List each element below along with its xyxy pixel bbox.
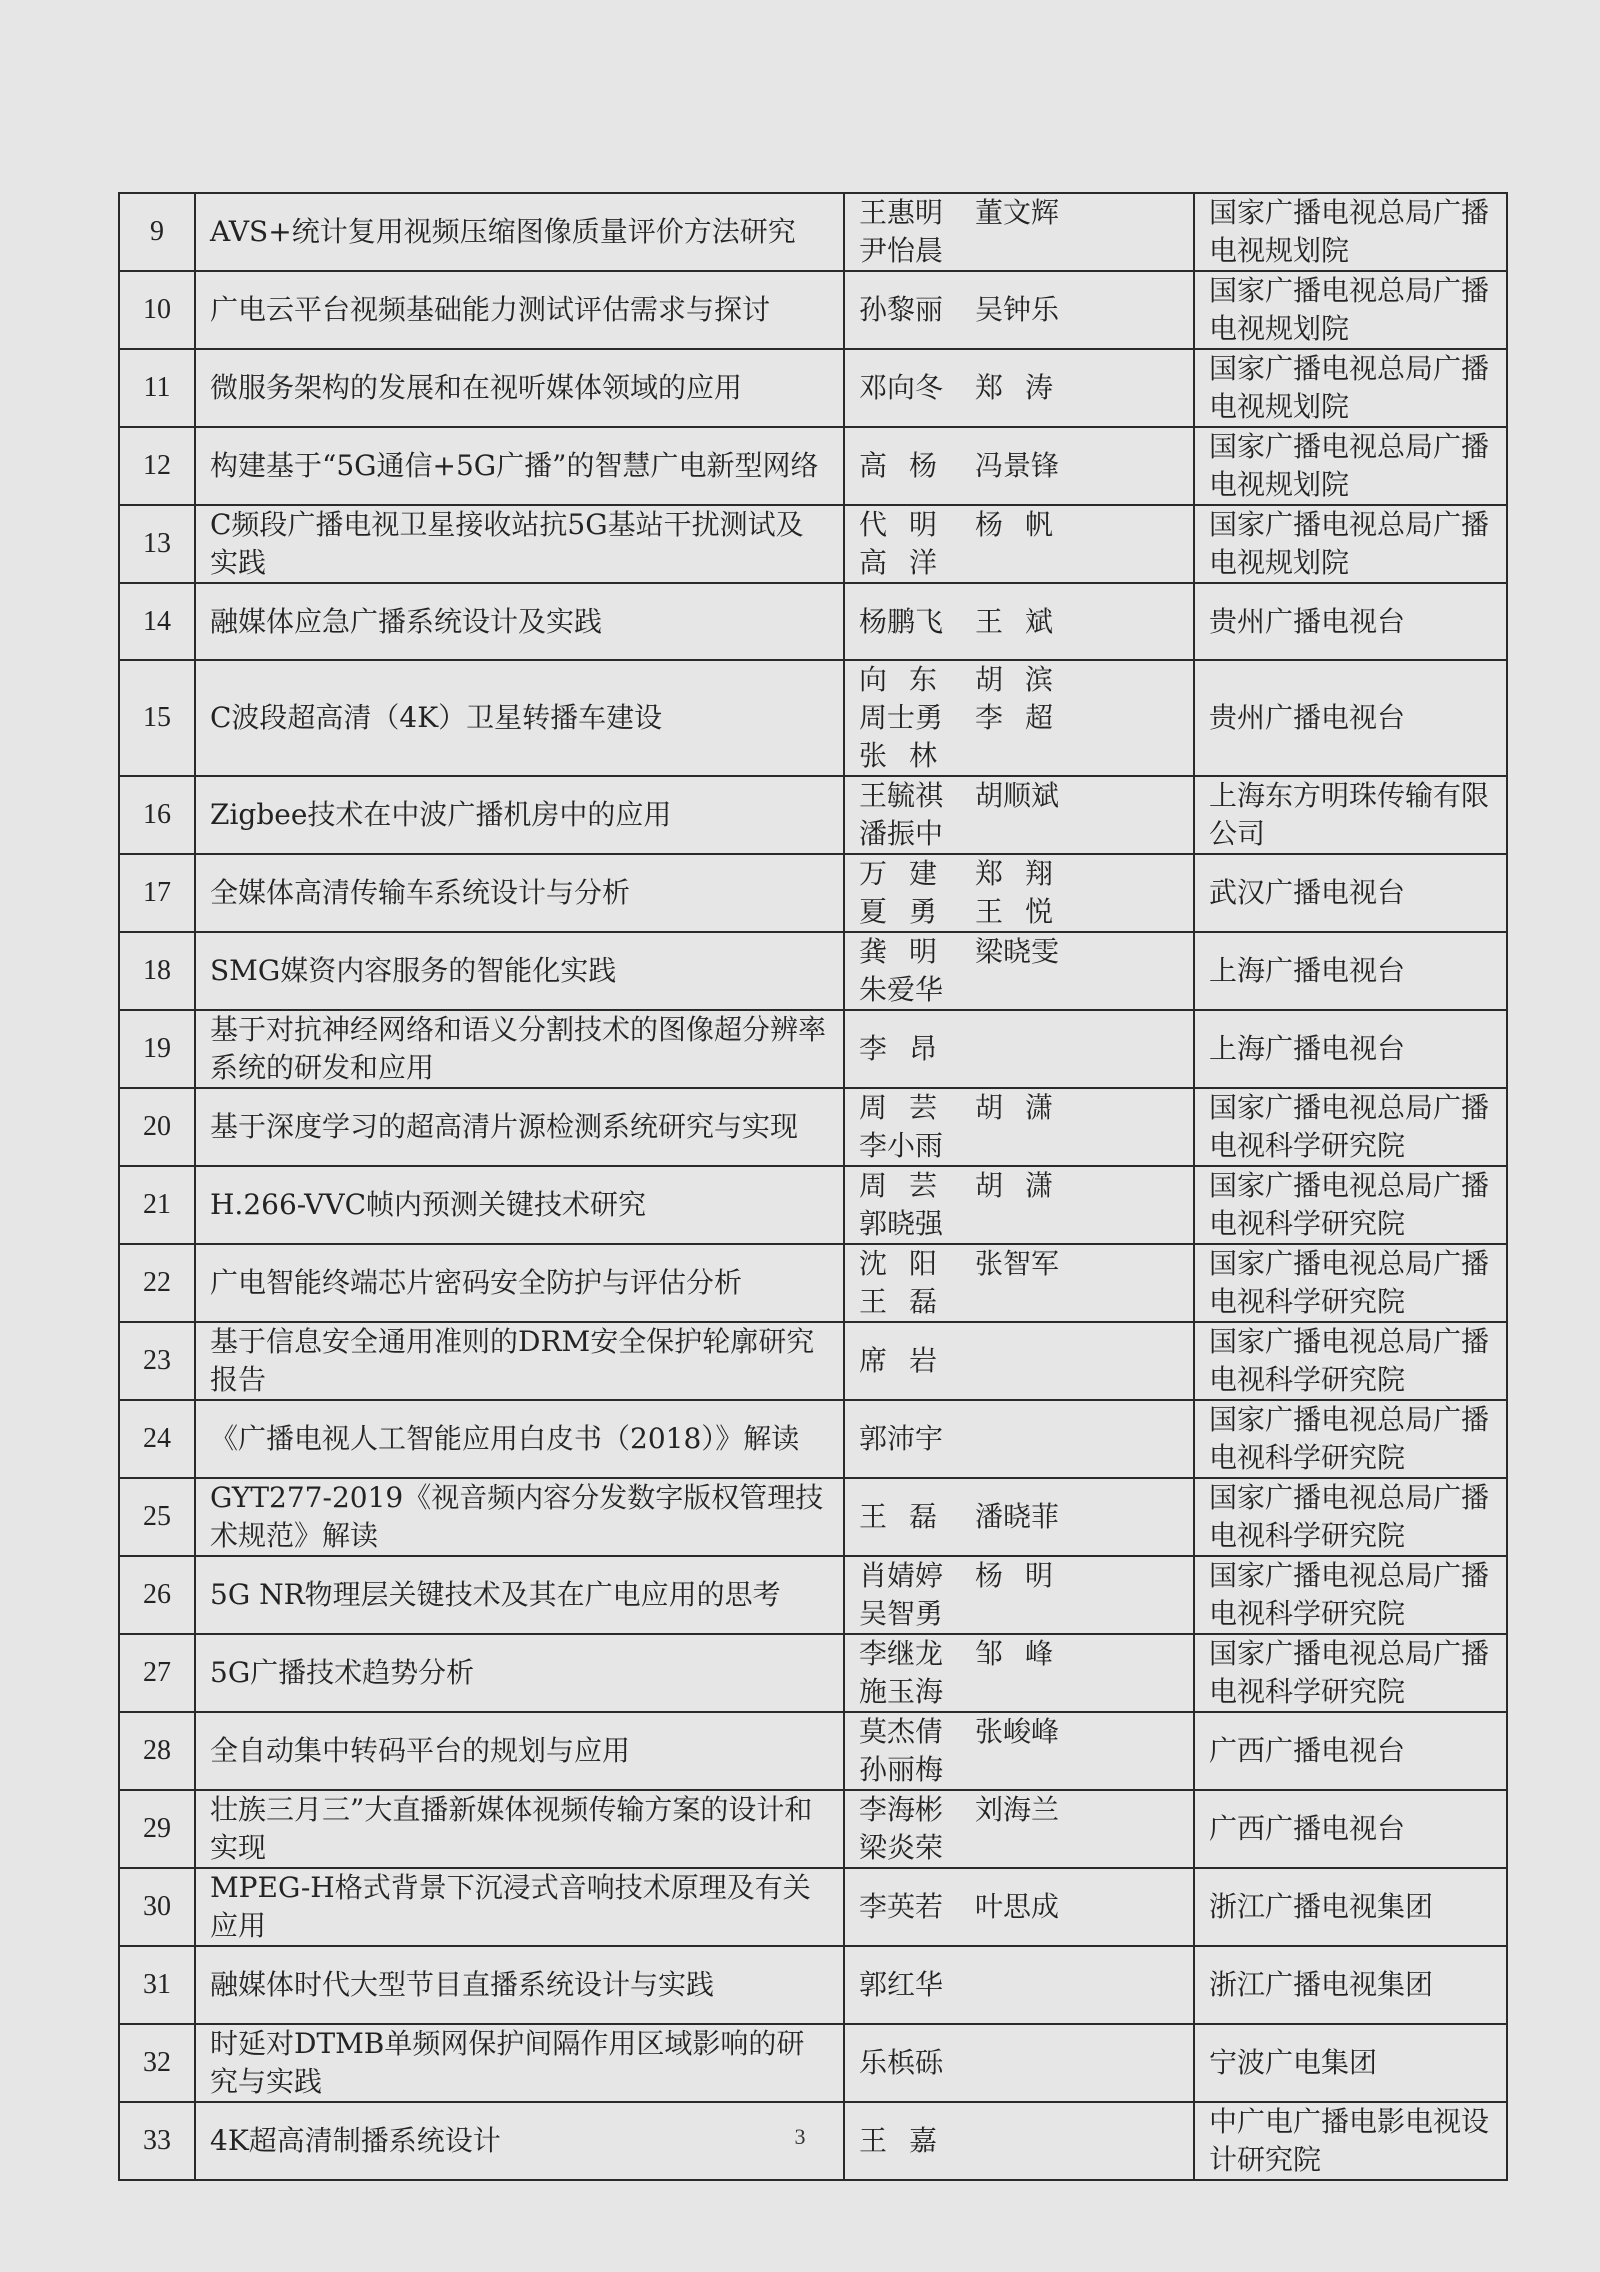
table-row [119, 193, 1507, 271]
paper-authors [844, 583, 1194, 660]
author-name: 郭红华 [859, 1967, 944, 2001]
author-name: 李继龙 [859, 1637, 944, 1671]
author-name: 沈阳 [859, 1247, 960, 1281]
institution: 广西广播电视台 [1194, 1790, 1507, 1868]
author-name: 郭沛宇 [859, 1422, 944, 1456]
paper-authors [844, 1868, 1194, 1946]
institution: 国家广播电视总局广播电视科学研究院 [1194, 1322, 1507, 1400]
table-row [119, 854, 1507, 932]
row-number: 12 [119, 427, 195, 505]
institution: 国家广播电视总局广播电视科学研究院 [1194, 1166, 1507, 1244]
paper-title: GYT277-2019《视音频内容分发数字版权管理技术规范》解读 [195, 1478, 844, 1556]
author-name: 潘振中 [859, 817, 944, 851]
author-name: 周士勇 [859, 701, 944, 735]
table-row [119, 776, 1507, 854]
author-name: 胡滨 [975, 663, 1076, 697]
table-row [119, 1634, 1507, 1712]
table-row [119, 2024, 1507, 2102]
paper-title: 广电云平台视频基础能力测试评估需求与探讨 [195, 271, 844, 349]
institution: 国家广播电视总局广播电视科学研究院 [1194, 1478, 1507, 1556]
paper-title: 全自动集中转码平台的规划与应用 [195, 1712, 844, 1790]
row-number: 31 [119, 1946, 195, 2023]
table-row [119, 427, 1507, 505]
table-row [119, 349, 1507, 427]
row-number: 24 [119, 1400, 195, 1478]
author-name: 刘海兰 [975, 1793, 1060, 1827]
author-name: 郑涛 [975, 371, 1076, 404]
author-list [859, 1245, 1179, 1321]
author-list [859, 1498, 1179, 1536]
author-name: 王斌 [975, 604, 1076, 638]
row-number: 13 [119, 505, 195, 583]
paper-authors [844, 1634, 1194, 1712]
author-list [859, 1089, 1179, 1165]
author-list [859, 1966, 1179, 2004]
paper-authors [844, 1010, 1194, 1088]
institution: 浙江广播电视集团 [1194, 1868, 1507, 1946]
row-number: 15 [119, 660, 195, 776]
author-name: 梁炎荣 [859, 1831, 944, 1865]
table-row [119, 271, 1507, 349]
table-row [119, 1556, 1507, 1634]
author-name: 李超 [975, 701, 1076, 735]
institution: 上海广播电视台 [1194, 1010, 1507, 1088]
author-list [859, 447, 1179, 485]
row-number: 16 [119, 776, 195, 854]
author-name: 李海彬 [859, 1793, 944, 1827]
author-name: 尹怡晨 [859, 234, 944, 267]
paper-title: 壮族三月三”大直播新媒体视频传输方案的设计和实现 [195, 1790, 844, 1868]
table-row [119, 932, 1507, 1010]
table-row [119, 1010, 1507, 1088]
author-list [859, 194, 1179, 270]
institution: 贵州广播电视台 [1194, 660, 1507, 776]
institution: 国家广播电视总局广播电视科学研究院 [1194, 1400, 1507, 1478]
author-list [859, 369, 1179, 407]
author-name: 杨鹏飞 [859, 604, 944, 638]
author-name: 张智军 [975, 1247, 1060, 1281]
row-number: 9 [119, 193, 195, 271]
paper-title: 时延对DTMB单频网保护间隔作用区域影响的研究与实践 [195, 2024, 844, 2102]
institution: 贵州广播电视台 [1194, 583, 1507, 660]
row-number: 21 [119, 1166, 195, 1244]
author-name: 胡顺斌 [975, 779, 1060, 813]
table-row [119, 1166, 1507, 1244]
author-name: 施玉海 [859, 1675, 944, 1709]
row-number: 20 [119, 1088, 195, 1166]
institution: 宁波广电集团 [1194, 2024, 1507, 2102]
institution: 上海广播电视台 [1194, 932, 1507, 1010]
author-name: 肖婧婷 [859, 1559, 944, 1593]
author-list [859, 2044, 1179, 2082]
author-name: 杨帆 [975, 508, 1076, 541]
row-number: 18 [119, 932, 195, 1010]
row-number: 26 [119, 1556, 195, 1634]
page-number: 3 [794, 2124, 806, 2149]
paper-authors [844, 349, 1194, 427]
paper-authors [844, 776, 1194, 854]
author-name: 王嘉 [859, 2123, 960, 2157]
author-name: 莫杰倩 [859, 1715, 944, 1749]
table-row [119, 1244, 1507, 1322]
row-number: 29 [119, 1790, 195, 1868]
author-list [859, 506, 1179, 582]
institution: 武汉广播电视台 [1194, 854, 1507, 932]
institution: 国家广播电视总局广播电视科学研究院 [1194, 1088, 1507, 1166]
table-row [119, 1322, 1507, 1400]
paper-title: Zigbee技术在中波广播机房中的应用 [195, 776, 844, 854]
author-list [859, 1557, 1179, 1633]
papers-table [118, 192, 1508, 2181]
author-list [859, 777, 1179, 853]
paper-authors [844, 505, 1194, 583]
author-list [859, 1635, 1179, 1711]
author-name: 龚明 [859, 935, 960, 969]
author-name: 代明 [859, 508, 960, 541]
paper-title: 基于深度学习的超高清片源检测系统研究与实现 [195, 1088, 844, 1166]
institution: 国家广播电视总局广播电视规划院 [1194, 349, 1507, 427]
paper-title: 广电智能终端芯片密码安全防护与评估分析 [195, 1244, 844, 1322]
author-name: 张峻峰 [975, 1715, 1060, 1749]
author-list [859, 933, 1179, 1009]
table-row [119, 1478, 1507, 1556]
author-name: 夏勇 [859, 895, 960, 929]
author-name: 王磊 [859, 1285, 960, 1319]
paper-authors [844, 1712, 1194, 1790]
paper-authors [844, 1556, 1194, 1634]
author-name: 王磊 [859, 1500, 960, 1534]
table-row [119, 1790, 1507, 1868]
paper-title: 基于信息安全通用准则的DRM安全保护轮廓研究报告 [195, 1322, 844, 1400]
author-name: 李英若 [859, 1890, 944, 1924]
paper-authors [844, 1322, 1194, 1400]
institution: 国家广播电视总局广播电视规划院 [1194, 193, 1507, 271]
author-name: 潘晓菲 [975, 1500, 1060, 1534]
row-number: 11 [119, 349, 195, 427]
paper-authors [844, 2024, 1194, 2102]
institution: 国家广播电视总局广播电视科学研究院 [1194, 1634, 1507, 1712]
paper-title: 基于对抗神经网络和语义分割技术的图像超分辨率系统的研发和应用 [195, 1010, 844, 1088]
author-list [859, 1030, 1179, 1068]
author-list [859, 1420, 1179, 1458]
author-name: 乐梹砾 [859, 2045, 944, 2079]
paper-title: H.266-VVC帧内预测关键技术研究 [195, 1166, 844, 1244]
row-number: 17 [119, 854, 195, 932]
row-number: 14 [119, 583, 195, 660]
row-number: 25 [119, 1478, 195, 1556]
institution: 国家广播电视总局广播电视科学研究院 [1194, 1556, 1507, 1634]
author-name: 邹峰 [975, 1637, 1076, 1671]
paper-authors [844, 1400, 1194, 1478]
author-name: 席岩 [859, 1344, 960, 1378]
author-name: 叶思成 [975, 1890, 1060, 1924]
paper-authors [844, 660, 1194, 776]
author-name: 梁晓雯 [975, 935, 1060, 969]
row-number: 33 [119, 2102, 195, 2180]
table-row [119, 1946, 1507, 2023]
author-name: 高杨 [859, 449, 960, 482]
author-name: 冯景锋 [975, 449, 1060, 482]
author-name: 杨明 [975, 1559, 1076, 1593]
paper-authors [844, 1790, 1194, 1868]
author-name: 王悦 [975, 895, 1076, 929]
paper-title: 融媒体应急广播系统设计及实践 [195, 583, 844, 660]
paper-title: SMG媒资内容服务的智能化实践 [195, 932, 844, 1010]
author-list [859, 1791, 1179, 1867]
paper-authors [844, 427, 1194, 505]
institution: 国家广播电视总局广播电视规划院 [1194, 271, 1507, 349]
table-row [119, 1868, 1507, 1946]
author-name: 朱爱华 [859, 973, 944, 1007]
author-name: 高洋 [859, 546, 960, 579]
table-row [119, 1088, 1507, 1166]
author-name: 王毓祺 [859, 779, 944, 813]
institution: 国家广播电视总局广播电视规划院 [1194, 505, 1507, 583]
author-name: 邓向冬 [859, 371, 944, 404]
author-list [859, 291, 1179, 329]
institution: 国家广播电视总局广播电视科学研究院 [1194, 1244, 1507, 1322]
paper-authors [844, 271, 1194, 349]
table-row [119, 660, 1507, 776]
institution: 国家广播电视总局广播电视规划院 [1194, 427, 1507, 505]
row-number: 10 [119, 271, 195, 349]
author-name: 吴智勇 [859, 1597, 944, 1631]
paper-title: 5G NR物理层关键技术及其在广电应用的思考 [195, 1556, 844, 1634]
row-number: 32 [119, 2024, 195, 2102]
row-number: 22 [119, 1244, 195, 1322]
paper-title: 4K超高清制播系统设计 [195, 2102, 844, 2180]
author-name: 张林 [859, 739, 960, 773]
author-name: 胡潇 [975, 1091, 1076, 1125]
table-row [119, 505, 1507, 583]
paper-title: MPEG-H格式背景下沉浸式音响技术原理及有关应用 [195, 1868, 844, 1946]
author-name: 孙丽梅 [859, 1753, 944, 1787]
paper-authors [844, 1478, 1194, 1556]
author-name: 万建 [859, 857, 960, 891]
author-name: 周芸 [859, 1091, 960, 1125]
row-number: 28 [119, 1712, 195, 1790]
paper-authors [844, 854, 1194, 932]
table-row [119, 583, 1507, 660]
institution: 广西广播电视台 [1194, 1712, 1507, 1790]
paper-authors [844, 1946, 1194, 2023]
paper-title: C波段超高清（4K）卫星转播车建设 [195, 660, 844, 776]
author-name: 董文辉 [975, 196, 1060, 229]
paper-authors [844, 932, 1194, 1010]
table-row [119, 1712, 1507, 1790]
author-name: 郭晓强 [859, 1207, 944, 1241]
paper-authors [844, 193, 1194, 271]
author-name: 周芸 [859, 1169, 960, 1203]
author-list [859, 1888, 1179, 1926]
author-name: 李昂 [859, 1032, 960, 1066]
papers-table-body [119, 193, 1507, 2180]
paper-title: 微服务架构的发展和在视听媒体领域的应用 [195, 349, 844, 427]
paper-title: 5G广播技术趋势分析 [195, 1634, 844, 1712]
author-name: 吴钟乐 [975, 293, 1060, 326]
author-name: 向东 [859, 663, 960, 697]
author-list [859, 855, 1179, 931]
row-number: 30 [119, 1868, 195, 1946]
paper-title: 构建基于“5G通信+5G广播”的智慧广电新型网络 [195, 427, 844, 505]
institution: 上海东方明珠传输有限公司 [1194, 776, 1507, 854]
row-number: 27 [119, 1634, 195, 1712]
author-list [859, 603, 1179, 641]
paper-authors [844, 1166, 1194, 1244]
paper-authors [844, 1088, 1194, 1166]
row-number: 23 [119, 1322, 195, 1400]
author-name: 李小雨 [859, 1129, 944, 1163]
author-list [859, 1342, 1179, 1380]
paper-title: 融媒体时代大型节目直播系统设计与实践 [195, 1946, 844, 2023]
institution: 浙江广播电视集团 [1194, 1946, 1507, 2023]
row-number: 19 [119, 1010, 195, 1088]
paper-title: AVS+统计复用视频压缩图像质量评价方法研究 [195, 193, 844, 271]
table-row [119, 1400, 1507, 1478]
paper-title: C频段广播电视卫星接收站抗5G基站干扰测试及实践 [195, 505, 844, 583]
author-list [859, 1713, 1179, 1789]
paper-authors [844, 1244, 1194, 1322]
author-name: 胡潇 [975, 1169, 1076, 1203]
paper-title: 《广播电视人工智能应用白皮书（2018）》解读 [195, 1400, 844, 1478]
author-name: 孙黎丽 [859, 293, 944, 326]
institution: 中广电广播电影电视设计研究院 [1194, 2102, 1507, 2180]
author-name: 王惠明 [859, 196, 944, 229]
author-list [859, 661, 1179, 775]
author-list [859, 1167, 1179, 1243]
paper-title: 全媒体高清传输车系统设计与分析 [195, 854, 844, 932]
author-name: 郑翔 [975, 857, 1076, 891]
